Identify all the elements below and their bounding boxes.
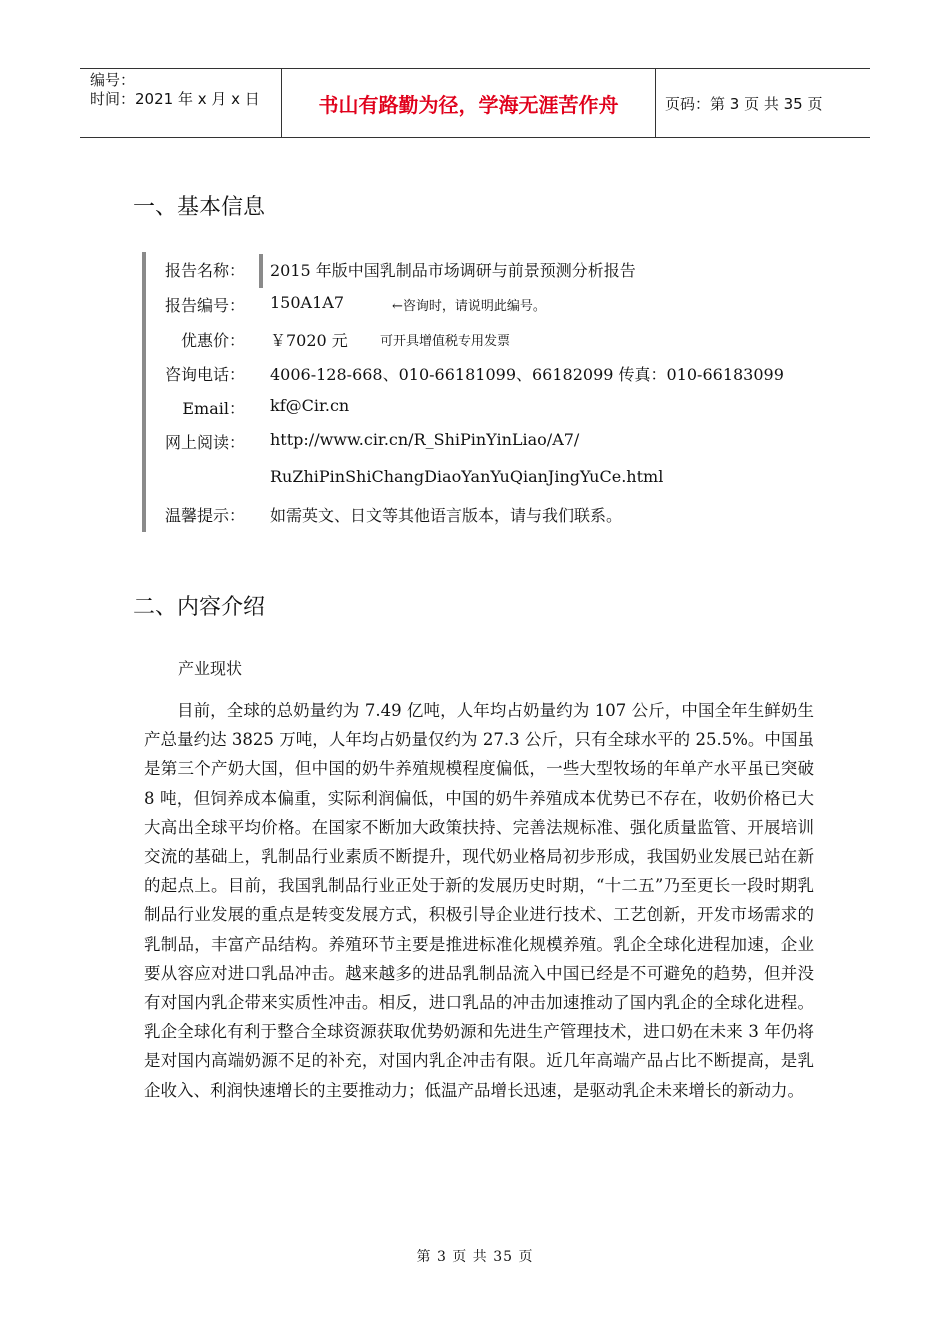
report-name-label: 报告名称： (164, 261, 245, 280)
price-value: ￥7020 元 (270, 331, 348, 350)
header-motto: 书山有路勤为径，学海无涯苦作舟 (318, 92, 619, 117)
phone-value: 4006-128-668、010-66181099、66182099 传真：010-66183099 (270, 365, 784, 384)
report-code-note: ←咨询时，请说明此编号。 (392, 299, 546, 314)
email-label: Email： (182, 399, 245, 418)
header-page-info: 页码：第 3 页 共 35 页 (665, 94, 823, 113)
phone-label: 咨询电话： (164, 365, 245, 384)
info-name-bar (259, 254, 263, 288)
online-read-link-line1[interactable]: http://www.cir.cn/R_ShiPinYinLiao/A7/ (270, 430, 580, 449)
page-footer: 第 3 页 共 35 页 (416, 1249, 534, 1265)
header-divider (655, 69, 656, 137)
section-title-basic-info: 一、基本信息 (133, 195, 266, 220)
page-header (80, 68, 870, 138)
tip-value: 如需英文、日文等其他语言版本，请与我们联系。 (270, 506, 623, 525)
tip-label: 温馨提示： (164, 506, 245, 525)
price-note: 可开具增值税专用发票 (380, 334, 511, 349)
report-code-value: 150A1A7 (270, 293, 345, 312)
report-code-label: 报告编号： (164, 296, 245, 315)
email-link[interactable]: kf@Cir.cn (270, 396, 350, 415)
document-time: 时间：2021 年 x 月 x 日 (90, 90, 260, 108)
report-name-value: 2015 年版中国乳制品市场调研与前景预测分析报告 (270, 261, 636, 280)
section-title-content: 二、内容介绍 (133, 595, 266, 620)
price-label: 优惠价： (180, 331, 245, 350)
online-read-link-line2[interactable]: RuZhiPinShiChangDiaoYanYuQianJingYuCe.html (270, 467, 664, 486)
subheading-industry-status: 产业现状 (178, 659, 243, 678)
info-left-bar (142, 252, 146, 532)
online-read-label: 网上阅读： (164, 433, 245, 452)
document-number-label: 编号： (90, 71, 136, 89)
header-meta (90, 71, 260, 109)
body-paragraph: 目前，全球的总奶量约为 7.49 亿吨，人年均占奶量约为 107 公斤，中国全年生鲜奶生产总量约达 3825 万吨，人年均占奶量仅约为 27.3 公斤，只有全球水平的 25.5%。中国虽是第三个产奶大国，但中国的奶牛养殖规模程度偏低，一些大型牧场的年单产水平虽已突破 8 吨，但饲养成本偏重，实际利润偏低，中国的奶牛养殖成本优势已不存在，收奶价格已大大高出全球平均价格。在国家不断加大政策扶持、完善法规标准、强化质量监管、开展培训交流的基础上，乳制品行业素质不断提升，现代奶业格局初步形成，我国奶业发展已站在新的起点上。目前，我国乳制品行业正处于新的发展历史时期，“十二五”乃至更长一段时期乳制品行业发展的重点是转变发展方式，积极引导企业进行技术、工艺创新，开发市场需求的乳制品，丰富产品结构。养殖环节主要是推进标准化规模养殖。乳企全球化进程加速，企业要从容应对进口乳品冲击。越来越多的进品乳制品流入中国已经是不可避免的趋势，但并没有对国内乳企带来实质性冲击。相反，进口乳品的冲击加速推动了国内乳企的全球化进程。乳企全球化有利于整合全球资源获取优势奶源和先进生产管理技术，进口奶在未来 3 年仍将是对国内高端奶源不足的补充，对国内乳企冲击有限。近几年高端产品占比不断提高，是乳企收入、利润快速增长的主要推动力；低温产品增长迅速，是驱动乳企未来增长的新动力。 (144, 701, 814, 1100)
